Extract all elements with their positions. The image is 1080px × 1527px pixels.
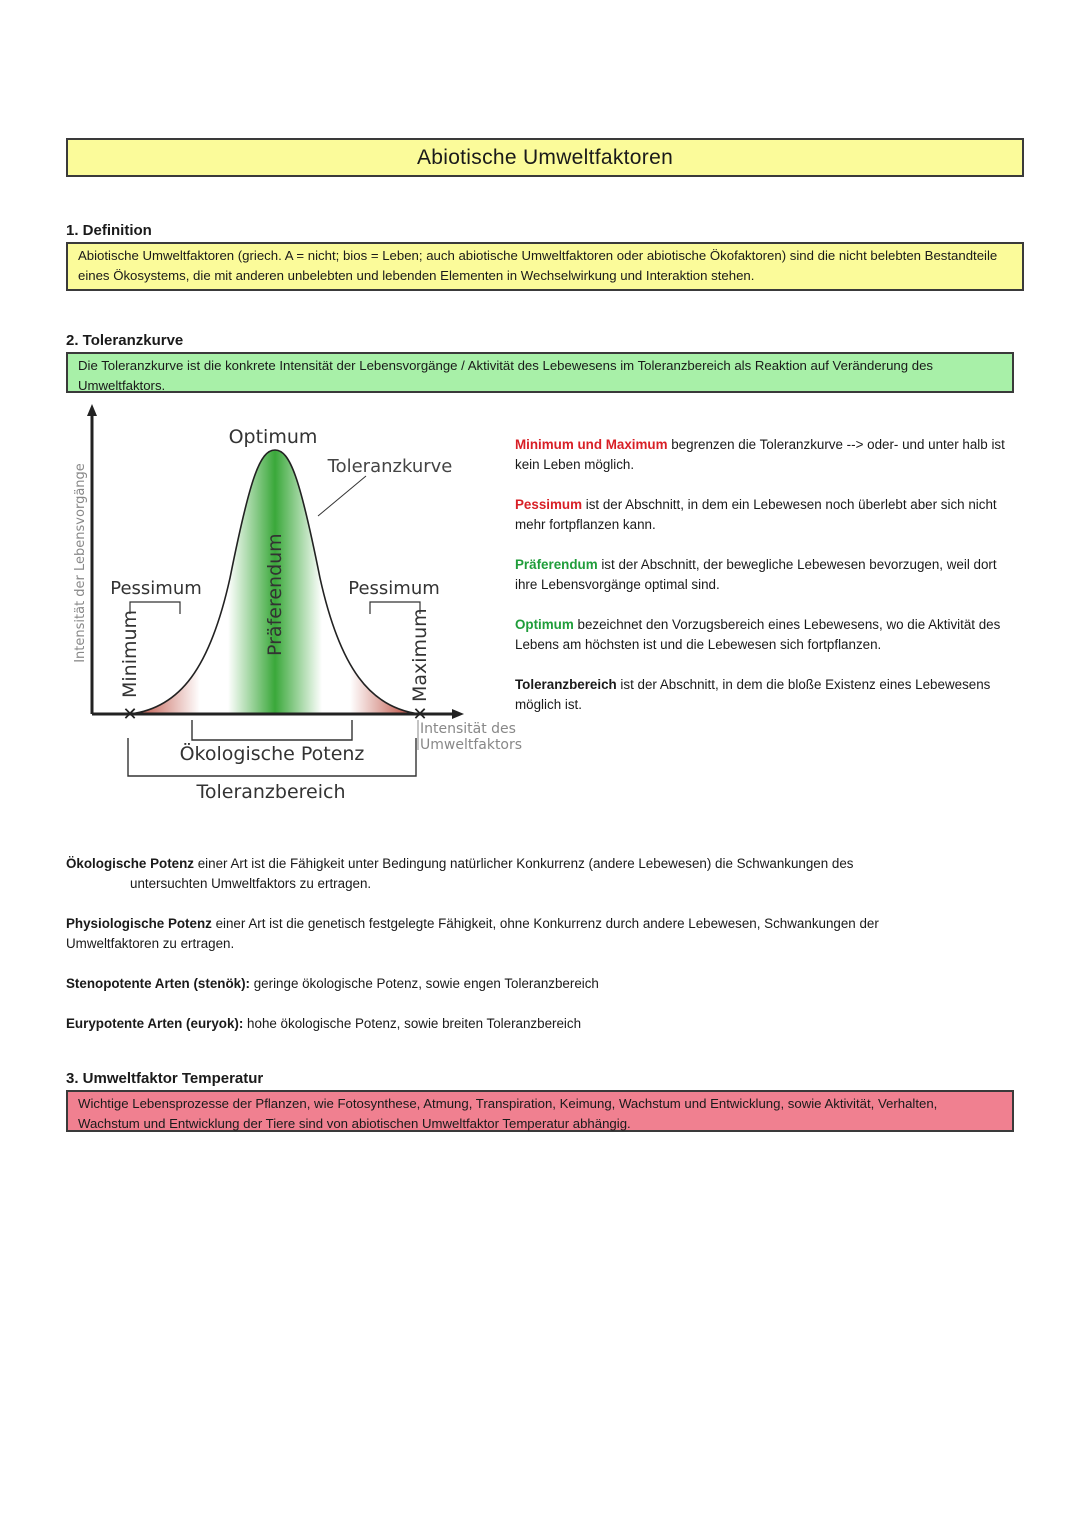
pessimum-left-label: Pessimum — [110, 578, 202, 599]
oekologische-potenz-label: Ökologische Potenz — [179, 743, 365, 765]
toleranzkurve-box: Die Toleranzkurve ist die konkrete Intensität der Lebensvorgänge / Aktivität des Lebewesens im Toleranzbereich als Reaktion auf Veränderung des Umweltfaktors. — [66, 352, 1014, 393]
definitions-list — [515, 435, 1020, 735]
section-heading-definition: 1. Definition — [66, 222, 152, 239]
section-heading-temperatur: 3. Umweltfaktor Temperatur — [66, 1070, 264, 1087]
paragraph-oekologische-potenz: Ökologische Potenz einer Art ist die Fähigkeit unter Bedingung natürlicher Konkurrenz (andere Lebewesen) die Schwankungen des untersuchten Umweltfaktors zu ertragen. — [66, 856, 854, 891]
tolerance-curve-diagram — [60, 398, 540, 813]
temperatur-box: Wichtige Lebensprozesse der Pflanzen, wie Fotosynthese, Atmung, Transpiration, Keimung, Wachstum und Entwicklung, sowie Aktivität, Verhalten, Wachstum und Entwicklung der Tiere sind von abiotischen Umweltfaktor Temperatur abhängig. — [66, 1090, 1014, 1132]
page-title: Abiotische Umweltfaktoren — [66, 138, 1024, 177]
x-axis-label-line2: Umweltfaktors — [420, 737, 523, 753]
toleranzkurve-label: Toleranzkurve — [327, 456, 453, 477]
definition-toleranzbereich: Toleranzbereich ist der Abschnitt, in dem die bloße Existenz eines Lebewesens möglich ist. — [515, 677, 991, 712]
definition-min-max: Minimum und Maximum begrenzen die Toleranzkurve --> oder- und unter halb ist kein Leben möglich. — [515, 437, 1005, 472]
toleranzkurve-pointer — [318, 476, 366, 516]
x-axis-label-line1: Intensität des — [420, 721, 516, 737]
optimum-label: Optimum — [228, 426, 318, 448]
definition-praeferendum: Präferendum ist der Abschnitt, der bewegliche Lebewesen bevorzugen, weil dort ihre Lebensvorgänge optimal sind. — [515, 557, 997, 592]
toleranzbereich-label: Toleranzbereich — [196, 781, 346, 803]
potenz-paragraphs — [66, 854, 966, 1054]
pessimum-right-label: Pessimum — [348, 578, 440, 599]
definition-pessimum: Pessimum ist der Abschnitt, in dem ein Lebewesen noch überlebt aber sich nicht mehr fortpflanzen kann. — [515, 497, 997, 532]
section-heading-toleranzkurve: 2. Toleranzkurve — [66, 332, 184, 349]
maximum-x-mark: ✕ — [412, 704, 428, 725]
oekologische-potenz-bracket — [192, 720, 352, 740]
maximum-label: Maximum — [409, 608, 431, 702]
y-axis-label: Intensität der Lebensvorgänge — [73, 463, 88, 663]
minimum-label: Minimum — [119, 609, 141, 698]
paragraph-stenopotent: Stenopotente Arten (stenök): geringe ökologische Potenz, sowie engen Toleranzbereich — [66, 976, 599, 991]
x-axis-arrow — [452, 709, 464, 719]
minimum-x-mark: ✕ — [122, 704, 138, 725]
definition-optimum: Optimum bezeichnet den Vorzugsbereich eines Lebewesens, wo die Aktivität des Lebens am höchsten ist und die Lebewesen sich fortpflanzen. — [515, 617, 1001, 652]
paragraph-eurypotent: Eurypotente Arten (euryok): hohe ökologische Potenz, sowie breiten Toleranzbereich — [66, 1016, 582, 1031]
y-axis-arrow — [87, 404, 97, 416]
definition-box: Abiotische Umweltfaktoren (griech. A = nicht; bios = Leben; auch abiotische Umweltfaktoren oder abiotische Ökofaktoren) sind die nicht belebten Bestandteile eines Ökosystems, die mit anderen unbelebten und lebenden Elementen in Wechselwirkung und Interaktion stehen. — [66, 242, 1024, 291]
praeferendum-label: Präferendum — [264, 533, 286, 656]
paragraph-physiologische-potenz: Physiologische Potenz einer Art ist die genetisch festgelegte Fähigkeit, ohne Konkurrenz durch andere Lebewesen, Schwankungen der Umweltfaktoren zu ertragen. — [66, 916, 879, 951]
